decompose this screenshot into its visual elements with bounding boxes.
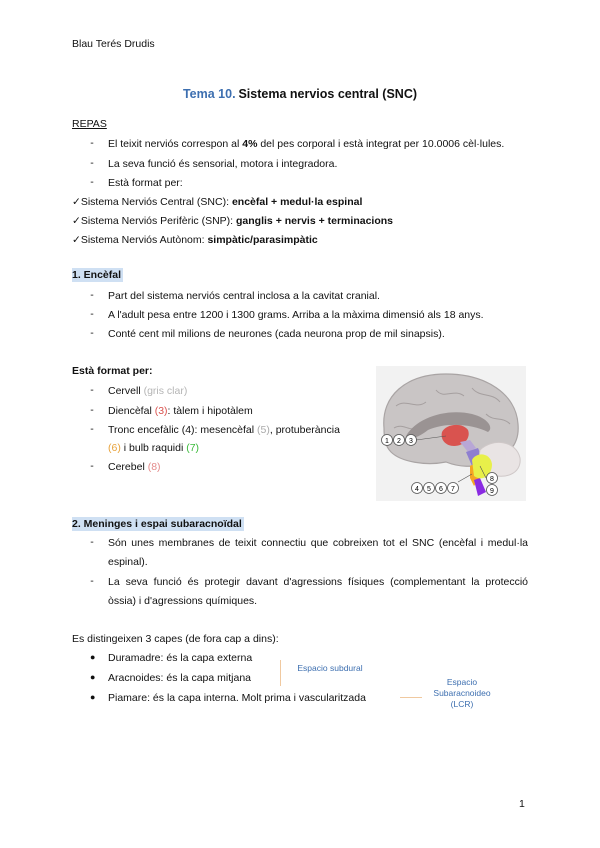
meninges-item-2: La seva funció és protegir davant d'agressions físiques (complementant la protecció òssia) i d'agressions químiques. bbox=[108, 576, 528, 607]
layer-duramadre: Duramadre: és la capa externa bbox=[108, 652, 253, 664]
meninges-item-1: Són unes membranes de teixit connectiu que cobreixen tot el SNC (encèfal i medul·la espinal). bbox=[108, 537, 528, 568]
dash-icon: - bbox=[90, 137, 94, 149]
figure-label: 1 bbox=[385, 438, 389, 445]
check-item-sna: ✓Sistema Nerviós Autònom: simpàtic/parasimpàtic bbox=[72, 234, 318, 246]
figure-label: 2 bbox=[397, 438, 401, 445]
repas-heading: REPAS bbox=[72, 118, 107, 130]
page-number: 1 bbox=[519, 798, 525, 810]
dash-icon: - bbox=[90, 384, 94, 396]
layer-aracnoides: Aracnoides: és la capa mitjana bbox=[108, 672, 251, 684]
part-cervell: Cervell (gris clar) bbox=[108, 385, 188, 397]
dash-icon: - bbox=[90, 575, 94, 587]
dash-icon: - bbox=[90, 404, 94, 416]
figure-label: 9 bbox=[490, 488, 494, 495]
section-heading-encefal: 1. Encèfal bbox=[72, 269, 122, 281]
dash-icon: - bbox=[90, 423, 94, 435]
title-text: Sistema nervios central (SNC) bbox=[238, 87, 418, 101]
repas-item-2: La seva funció és sensorial, motora i integradora. bbox=[108, 158, 338, 170]
format-heading: Està format per: bbox=[72, 365, 153, 377]
dash-icon: - bbox=[90, 289, 94, 301]
layers-intro: Es distingeixen 3 capes (de fora cap a dins): bbox=[72, 633, 279, 645]
encefal-item-1: Part del sistema nerviós central inclosa a la cavitat cranial. bbox=[108, 290, 380, 302]
annotation-subdural: Espacio subdural bbox=[297, 663, 363, 673]
dash-icon: - bbox=[90, 176, 94, 188]
encefal-item-2: A l'adult pesa entre 1200 i 1300 grams. Arriba a la màxima dimensió als 18 anys. bbox=[108, 309, 484, 321]
bullet-icon: ● bbox=[90, 652, 96, 662]
repas-item-3: Està format per: bbox=[108, 177, 183, 189]
figure-label: 4 bbox=[415, 486, 419, 493]
bullet-icon: ● bbox=[90, 672, 96, 682]
figure-label: 8 bbox=[490, 476, 494, 483]
figure-label: 6 bbox=[439, 486, 443, 493]
check-item-snp: ✓Sistema Nerviós Perifèric (SNP): ganglis + nervis + terminacions bbox=[72, 215, 393, 227]
part-diencefal: Diencèfal (3): tàlem i hipotàlem bbox=[108, 405, 253, 417]
bullet-icon: ● bbox=[90, 692, 96, 702]
dash-icon: - bbox=[90, 308, 94, 320]
dash-icon: - bbox=[90, 536, 94, 548]
brain-diagram bbox=[376, 366, 526, 501]
part-cerebel: Cerebel (8) bbox=[108, 461, 161, 473]
title-number: Tema 10. bbox=[182, 87, 236, 101]
figure-label: 7 bbox=[451, 486, 455, 493]
figure-label: 5 bbox=[427, 486, 431, 493]
check-icon: ✓ bbox=[72, 234, 81, 246]
dash-icon: - bbox=[90, 460, 94, 472]
section-heading-meninges: 2. Meninges i espai subaracnoïdal bbox=[72, 518, 242, 530]
author-name: Blau Terés Drudis bbox=[72, 38, 155, 50]
annotation-line bbox=[400, 697, 422, 698]
part-tronc: Tronc encefàlic (4): mesencèfal (5), protuberància bbox=[108, 424, 340, 436]
dash-icon: - bbox=[90, 157, 94, 169]
figure-label: 3 bbox=[409, 438, 413, 445]
layer-piamare: Piamare: és la capa interna. Molt prima i vascularitzada bbox=[108, 692, 366, 704]
part-tronc-cont: (6) i bulb raquidi (7) bbox=[108, 442, 200, 454]
repas-item-1: El teixit nerviós correspon al 4% del pes corporal i està integrat per 10.0006 cèl·lules. bbox=[108, 138, 505, 150]
check-icon: ✓ bbox=[72, 215, 81, 227]
page-title bbox=[0, 87, 600, 102]
check-icon: ✓ bbox=[72, 196, 81, 208]
annotation-subaracnoideo: Espacio Subaracnoideo (LCR) bbox=[433, 677, 491, 709]
dash-icon: - bbox=[90, 327, 94, 339]
encefal-item-3: Conté cent mil milions de neurones (cada neurona prop de mil sinapsis). bbox=[108, 328, 445, 340]
check-item-snc: ✓Sistema Nerviós Central (SNC): encèfal + medul·la espinal bbox=[72, 196, 363, 208]
